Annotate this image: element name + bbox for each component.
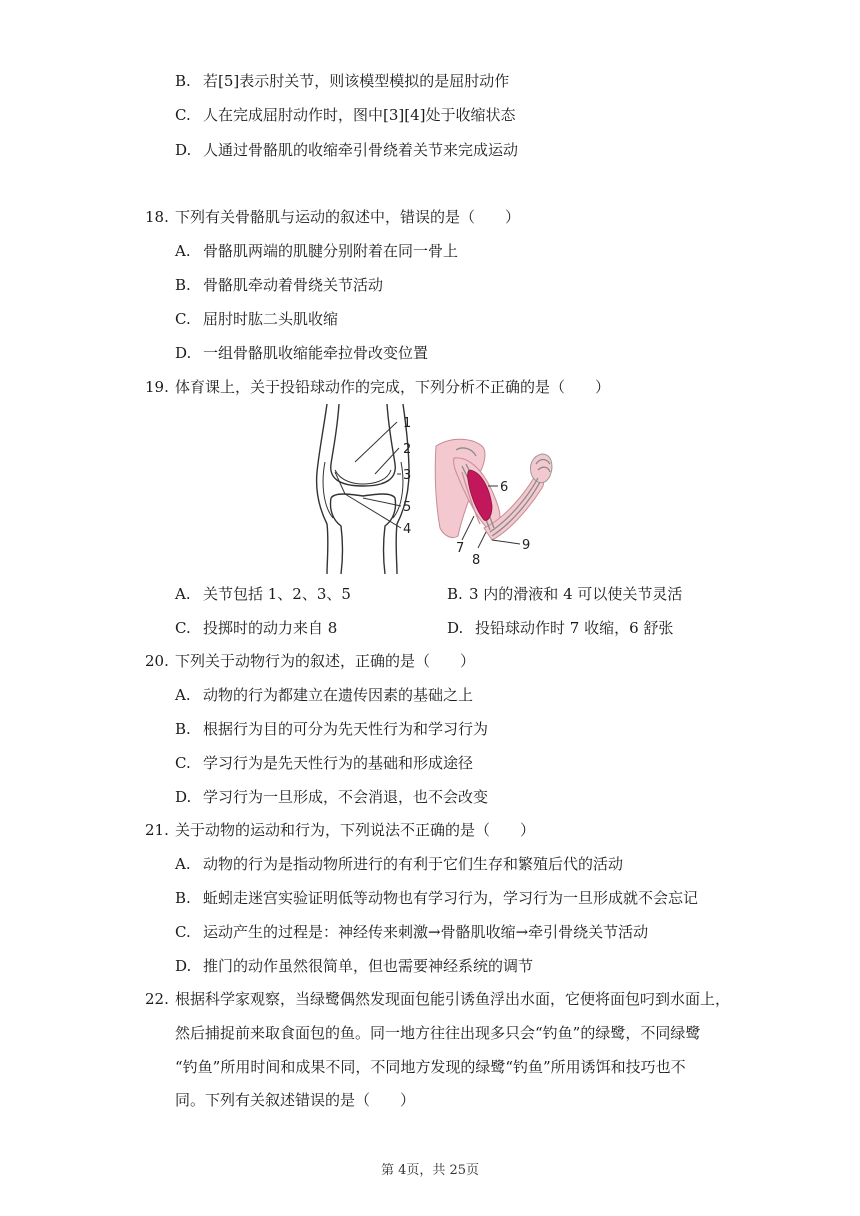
- q18-option-c: C. 屈肘时肱二头肌收缩: [175, 310, 339, 328]
- arm-label-7: 7: [456, 541, 465, 556]
- q22-stem-line-1: 22. 根据科学家观察，当绿鹭偶然发现面包能引诱鱼浮出水面，它便将面包叼到水面上，: [145, 990, 731, 1008]
- q20-stem: 20. 下列关于动物行为的叙述，正确的是（ ）: [145, 652, 476, 670]
- arm-label-6: 6: [500, 480, 509, 495]
- knee-label-4: 4: [403, 522, 412, 537]
- q21-option-b: B. 蚯蚓走迷宫实验证明低等动物也有学习行为，学习行为一旦形成就不会忘记: [175, 889, 699, 907]
- q18-option-d: D. 一组骨骼肌收缩能牵拉骨改变位置: [175, 344, 429, 362]
- q19-option-d: D. 投铅球动作时 7 收缩，6 舒张: [447, 619, 674, 637]
- page-footer: 第 4页，共 25页: [380, 1163, 480, 1178]
- q20-option-d: D. 学习行为一旦形成，不会消退，也不会改变: [175, 788, 489, 806]
- q17-option-b: B. 若[5]表示肘关节，则该模型模拟的是屈肘动作: [175, 72, 510, 90]
- q22-stem-line-4: 同。下列有关叙述错误的是（ ）: [175, 1091, 416, 1109]
- q20-option-c: C. 学习行为是先天性行为的基础和形成途径: [175, 754, 474, 772]
- q20-option-b: B. 根据行为目的可分为先天性行为和学习行为: [175, 720, 489, 738]
- q22-stem-line-2: 然后捕捉前来取食面包的鱼。同一地方往往出现多只会“钓鱼”的绿鹭，不同绿鹭: [175, 1024, 701, 1042]
- q21-option-c: C. 运动产生的过程是：神经传来刺激→骨骼肌收缩→牵引骨绕关节活动: [175, 923, 649, 941]
- q19-option-b: B. 3 内的滑液和 4 可以使关节灵活: [447, 585, 683, 603]
- knee-label-5: 5: [403, 500, 412, 515]
- knee-label-1: 1: [403, 416, 412, 431]
- arm-label-8: 8: [472, 553, 481, 568]
- q18-option-b: B. 骨骼肌牵动着骨绕关节活动: [175, 276, 384, 294]
- q19-stem: 19. 体育课上，关于投铅球动作的完成，下列分析不正确的是（ ）: [145, 378, 611, 396]
- q22-stem-line-3: “钓鱼”所用时间和成果不同，不同地方发现的绿鹭“钓鱼”所用诱饵和技巧也不: [175, 1058, 686, 1076]
- q18-stem: 18. 下列有关骨骼肌与运动的叙述中，错误的是（ ）: [145, 208, 521, 226]
- knee-joint-figure: [305, 402, 425, 576]
- q19-option-c: C. 投掷时的动力来自 8: [175, 619, 338, 637]
- knee-label-2: 2: [403, 442, 412, 457]
- q18-option-a: A. 骨骼肌两端的肌腱分别附着在同一骨上: [175, 242, 459, 260]
- q17-option-d: D. 人通过骨骼肌的收缩牵引骨绕着关节来完成运动: [175, 141, 519, 159]
- arm-label-9: 9: [522, 538, 531, 553]
- q21-stem: 21. 关于动物的运动和行为，下列说法不正确的是（ ）: [145, 821, 536, 839]
- q21-option-d: D. 推门的动作虽然很简单，但也需要神经系统的调节: [175, 957, 534, 975]
- q19-option-a: A. 关节包括 1、2、3、5: [175, 585, 351, 603]
- arm-muscle-figure: [432, 436, 556, 570]
- q17-option-c: C. 人在完成屈肘动作时，图中[3][4]处于收缩状态: [175, 106, 516, 124]
- q20-option-a: A. 动物的行为都建立在遗传因素的基础之上: [175, 686, 474, 704]
- knee-label-3: 3: [403, 468, 412, 483]
- q21-option-a: A. 动物的行为是指动物所进行的有利于它们生存和繁殖后代的活动: [175, 855, 624, 873]
